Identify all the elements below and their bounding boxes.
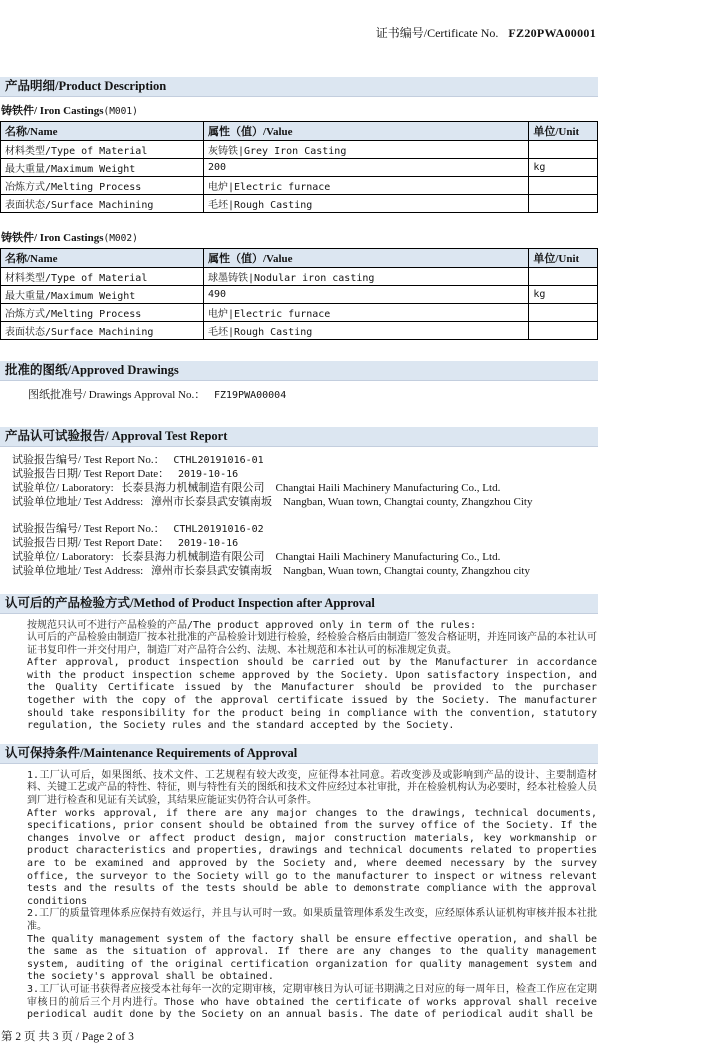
table-row bbox=[1, 304, 598, 322]
table-caption-text: 铸铁件/ Iron Castings bbox=[1, 105, 104, 117]
certificate-number-value: FZ20PWA00001 bbox=[508, 26, 596, 40]
inspection-method-paragraphs bbox=[27, 620, 597, 733]
table-row bbox=[1, 177, 598, 195]
table-caption-m002 bbox=[1, 229, 598, 245]
cell-unit bbox=[529, 195, 598, 213]
drawings-approval-line bbox=[28, 389, 598, 403]
cell-value: 490 bbox=[203, 286, 528, 304]
report-date-line bbox=[12, 468, 598, 482]
paragraph: After works approval, if there are any major changes to the drawings, technical documents, specifications, prior consent should be obtained from the survey office of the Society. If the changes involve or affect product design, major construction materials, key workmanship or product characteristics and properties, drawings and technical documents related to properties are to be examined and approved by the Society and, where deemed necessary by the survey office, the surveyor to the Society will go to the manufacturer to inspect or witness relevant tests and the results of the tests should be able to demonstrate compliance with the approval conditions bbox=[27, 807, 597, 907]
report-date-value: 2019-10-16 bbox=[177, 468, 239, 480]
test-report-block-1 bbox=[12, 454, 598, 510]
column-header-value: 属性（值）/Value bbox=[203, 249, 528, 268]
table-caption-code: (M001) bbox=[103, 106, 138, 117]
cell-name: 最大重量/Maximum Weight bbox=[1, 286, 204, 304]
report-no-label: 试验报告编号/ Test Report No.： bbox=[12, 453, 165, 466]
section-title-inspection-method: 认可后的产品检验方式/Method of Product Inspection after Approval bbox=[0, 594, 598, 614]
column-header-name: 名称/Name bbox=[1, 249, 204, 268]
cell-unit bbox=[529, 322, 598, 340]
certificate-number-line bbox=[0, 26, 598, 40]
report-lab-value: 长泰县海力机械制造有限公司 Changtai Haili Machinery Manufacturing Co., Ltd. bbox=[121, 481, 501, 494]
paragraph: 1.工厂认可后，如果图纸、技术文件、工艺规程有较大改变，应征得本社同意。若改变涉及或影响到产品的设计、主要制造材料、关键工艺或产品的特性、特征，则与特性有关的图纸和技术文件应经过本社审批，并在检验机构认为必要时，经本社检验人员到厂进行检查和见证有关试验，其结果应能证实仍符合认可条件。 bbox=[27, 769, 597, 807]
column-header-unit: 单位/Unit bbox=[529, 122, 598, 141]
table-caption-m001 bbox=[1, 102, 598, 118]
cell-value: 灰铸铁|Grey Iron Casting bbox=[203, 141, 528, 159]
report-lab-label: 试验单位/ Laboratory: bbox=[12, 481, 114, 494]
drawings-approval-label: 图纸批准号/ Drawings Approval No.： bbox=[28, 389, 206, 401]
cell-unit: kg bbox=[529, 159, 598, 177]
cell-name: 冶炼方式/Melting Process bbox=[1, 304, 204, 322]
section-title-approved-drawings: 批准的图纸/Approved Drawings bbox=[0, 361, 598, 381]
report-address-label: 试验单位地址/ Test Address: bbox=[12, 495, 144, 508]
cell-unit: kg bbox=[529, 286, 598, 304]
cell-value: 200 bbox=[203, 159, 528, 177]
page-number: 第 2 页 共 3 页 / Page 2 of 3 bbox=[1, 1030, 134, 1043]
cell-unit bbox=[529, 177, 598, 195]
report-date-line bbox=[12, 537, 598, 551]
table-header-row bbox=[1, 249, 598, 268]
product-table-m002 bbox=[0, 248, 598, 340]
cell-value: 电炉|Electric furnace bbox=[203, 177, 528, 195]
table-row bbox=[1, 322, 598, 340]
cell-name: 材料类型/Type of Material bbox=[1, 141, 204, 159]
cell-name: 材料类型/Type of Material bbox=[1, 268, 204, 286]
table-row bbox=[1, 141, 598, 159]
report-no-value: CTHL20191016-01 bbox=[173, 454, 264, 466]
drawings-approval-value: FZ19PWA00004 bbox=[213, 390, 287, 401]
test-report-block-2 bbox=[12, 523, 598, 579]
cell-value: 电炉|Electric furnace bbox=[203, 304, 528, 322]
cell-value: 毛坯|Rough Casting bbox=[203, 195, 528, 213]
table-row bbox=[1, 195, 598, 213]
cell-unit bbox=[529, 304, 598, 322]
column-header-value: 属性（值）/Value bbox=[203, 122, 528, 141]
table-row bbox=[1, 286, 598, 304]
report-address-label: 试验单位地址/ Test Address: bbox=[12, 564, 144, 577]
cell-name: 表面状态/Surface Machining bbox=[1, 322, 204, 340]
report-lab-label: 试验单位/ Laboratory: bbox=[12, 550, 114, 563]
report-lab-line bbox=[12, 482, 598, 496]
section-title-maintenance-requirements: 认可保持条件/Maintenance Requirements of Approval bbox=[0, 744, 598, 764]
report-address-value: 漳州市长泰县武安镇南坂 Nangban, Wuan town, Changtai county, Zhangzhou City bbox=[150, 495, 533, 508]
report-no-value: CTHL20191016-02 bbox=[173, 523, 264, 535]
report-date-label: 试验报告日期/ Test Report Date： bbox=[12, 536, 170, 549]
report-address-value: 漳州市长泰县武安镇南坂 Nangban, Wuan town, Changtai county, Zhangzhou city bbox=[150, 564, 530, 577]
table-header-row bbox=[1, 122, 598, 141]
maintenance-paragraphs bbox=[27, 770, 597, 1022]
section-title-test-report: 产品认可试验报告/ Approval Test Report bbox=[0, 427, 598, 447]
paragraph: 按规范只认可不进行产品检验的产品/The product approved only in term of the rules: bbox=[27, 619, 476, 631]
cell-unit bbox=[529, 141, 598, 159]
paragraph: The quality management system of the factory shall be ensure effective operation, and shall be the same as the situation of approval. If there are any changes to the quality management system, auditing of the original certification organization for quality management system and the society's approval shall be obtained. bbox=[27, 933, 597, 983]
paragraph: 3.工厂认可证书获得者应接受本社每年一次的定期审核，定期审核日为认可证书期满之日对应的每一周年日，检查工作应在定期审核日的前后三个月内进行。Those who have obtained the certificate of works approval shall receive periodical audit done by the Society on an annual basis. The date of periodical audit shall be bbox=[27, 983, 597, 1021]
table-row bbox=[1, 159, 598, 177]
section-title-product-description: 产品明细/Product Description bbox=[0, 77, 598, 97]
report-date-value: 2019-10-16 bbox=[177, 537, 239, 549]
report-no-line bbox=[12, 523, 598, 537]
table-row bbox=[1, 268, 598, 286]
column-header-name: 名称/Name bbox=[1, 122, 204, 141]
product-table-m001 bbox=[0, 121, 598, 213]
paragraph: After approval, product inspection should be carried out by the Manufacturer in accordance with the product inspection scheme approved by the Society. Upon satisfactory inspection, and the Quality Certificate issued by the Manufacturer should be provided to the purchaser together with the copy of the approval certificate issued by the Society. The manufacturer should take responsibility for the product being in compliance with the convention, statutory regulation, the Society rules and the standard accepted by the Society. bbox=[27, 657, 597, 732]
column-header-unit: 单位/Unit bbox=[529, 249, 598, 268]
report-no-label: 试验报告编号/ Test Report No.： bbox=[12, 522, 165, 535]
cell-name: 表面状态/Surface Machining bbox=[1, 195, 204, 213]
cell-unit bbox=[529, 268, 598, 286]
certificate-number-label: 证书编号/Certificate No. bbox=[375, 26, 499, 40]
paragraph: 认可后的产品检验由制造厂按本社批准的产品检验计划进行检验，经检验合格后由制造厂签发合格证明，并连同该产品的本社认可证书复印件一并交付用户，制造厂对产品符合公约、法规、本社规范和本社认可的标准规定负责。 bbox=[27, 632, 597, 656]
table-caption-code: (M002) bbox=[103, 233, 138, 244]
table-caption-text: 铸铁件/ Iron Castings bbox=[1, 232, 104, 244]
report-address-line bbox=[12, 565, 598, 579]
cell-value: 球墨铸铁|Nodular iron casting bbox=[203, 268, 528, 286]
cell-value: 毛坯|Rough Casting bbox=[203, 322, 528, 340]
report-date-label: 试验报告日期/ Test Report Date： bbox=[12, 467, 170, 480]
report-address-line bbox=[12, 496, 598, 510]
report-no-line bbox=[12, 454, 598, 468]
report-lab-value: 长泰县海力机械制造有限公司 Changtai Haili Machinery Manufacturing Co., Ltd. bbox=[121, 550, 501, 563]
paragraph: 2.工厂的质量管理体系应保持有效运行，并且与认可时一致。如果质量管理体系发生改变，应经原体系认证机构审核并报本社批准。 bbox=[27, 908, 597, 932]
cell-name: 冶炼方式/Melting Process bbox=[1, 177, 204, 195]
cell-name: 最大重量/Maximum Weight bbox=[1, 159, 204, 177]
report-lab-line bbox=[12, 551, 598, 565]
